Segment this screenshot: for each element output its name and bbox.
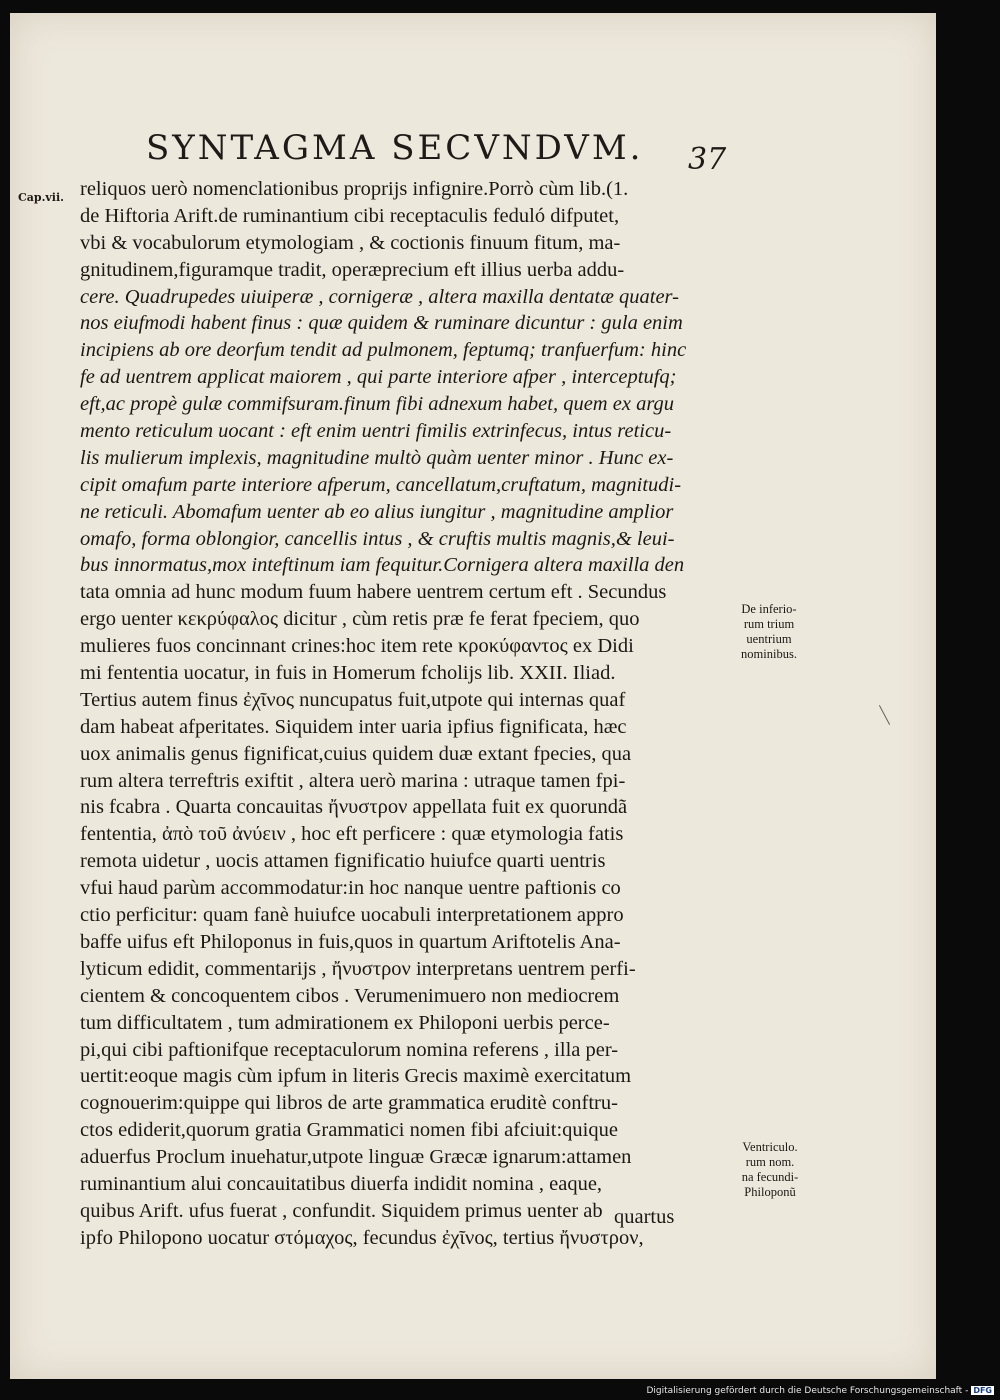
text-line: uertit:eoque magis cùm ipfum in literis Grecis maximè exercitatum <box>80 1065 632 1088</box>
text-line: ergo uenter κεκρύφαλος dicitur , cùm retis præ fe ferat fpeciem, quo <box>80 608 640 631</box>
margin-note-line: nominibus. <box>741 647 797 661</box>
text-line: uox animalis genus fignificat,cuius quidem duæ extant fpecies, qua <box>80 742 632 765</box>
text-line: quibus Arift. ufus fuerat , confundit. Siquidem primus uenter ab <box>80 1199 603 1222</box>
text-line: lis mulierum implexis, magnitudine multò quàm uenter minor . Hunc ex- <box>80 446 674 469</box>
text-line: remota uidetur , uocis attamen fignificatio huiufce quarti uentris <box>80 850 606 873</box>
margin-note-line: Philoponũ <box>744 1185 796 1199</box>
text-line: cientem & concoquentem cibos . Verumenimuero non mediocrem <box>80 984 620 1007</box>
text-line: ne reticuli. Abomafum uenter ab eo alius iungitur , magnitudine amplior <box>80 500 674 523</box>
running-header: SYNTAGMA SECVNDVM. <box>146 128 644 168</box>
catch-word: quartus <box>614 1206 675 1228</box>
text-line: baffe uifus eft Philoponus in fuis,quos in quartum Ariftotelis Ana- <box>80 930 621 953</box>
text-line: incipiens ab ore deorfum tendit ad pulmonem, feptumq; tranfuerfum: hinc <box>80 339 687 362</box>
text-line: gnitudinem,figuramque tradit, operæprecium eft illius uerba addu- <box>80 258 625 281</box>
text-line: omafo, forma oblongior, cancellis intus , & cruftis multis magnis,& leui- <box>80 527 675 550</box>
text-line: cognouerim:quippe qui libros de arte grammatica eruditè conftru- <box>80 1092 618 1115</box>
dfg-logo-icon: DFG <box>973 1386 992 1395</box>
text-line: bus innormatus,mox inteftinum iam fequitur.Cornigera altera maxilla den <box>80 554 685 577</box>
page-number: 37 <box>688 142 727 177</box>
margin-note-line: rum trium <box>743 617 795 631</box>
text-line: ctos ediderit,quorum gratia Grammatici nomen fibi afciuit:quique <box>80 1119 618 1142</box>
text-line: fe ad uentrem applicat maiorem , qui parte interiore afper , interceptufq; <box>80 366 677 389</box>
text-line: dam habeat afperitates. Siquidem inter uaria ipfius fignificata, hæc <box>80 715 627 738</box>
text-line: nos eiufmodi habent finus : quæ quidem & ruminare dicuntur : gula enim <box>80 312 683 335</box>
text-line: aduerfus Proclum inuehatur,utpote linguæ Græcæ ignarum:attamen <box>80 1146 632 1169</box>
text-line: de Hiftoria Arift.de ruminantium cibi receptaculis feduló difputet, <box>80 204 620 227</box>
margin-note-line: rum nom. <box>745 1155 795 1169</box>
text-line: ruminantium alui concauitatibus diuerfa indidit nomina , eaque, <box>80 1172 603 1195</box>
text-line: mulieres fuos concinnant crines:hoc item rete κροκύφαντος ex Didi <box>80 635 634 658</box>
text-line: ctio perficitur: quam fanè huiufce uocabuli interpretationem appro <box>80 904 624 927</box>
margin-note-line: uentrium <box>746 632 792 646</box>
text-line: Tertius autem finus ἐχῖνος nuncupatus fuit,utpote qui internas quaf <box>80 688 626 711</box>
text-line: tata omnia ad hunc modum fuum habere uentrem certum eft . Secundus <box>80 581 667 604</box>
text-line: pi,qui cibi paftionifque receptaculorum nomina referens , illa per- <box>80 1038 619 1061</box>
text-line: mi fententia uocatur, in fuis in Homerum fcholijs lib. XXII. Iliad. <box>80 662 616 685</box>
text-line: ipfo Philopono uocatur στόμαχος, fecundus ἐχῖνος, tertius ἤνυστρον, <box>80 1226 644 1249</box>
margin-note-line: De inferio- <box>741 602 797 616</box>
text-line: reliquos uerò nomenclationibus proprijs infignire.Porrò cùm lib.(1. <box>80 178 629 200</box>
digitization-credit <box>646 1386 994 1396</box>
text-line: rum altera terreftris exiftit , altera uerò marina : utraque tamen fpi- <box>80 769 626 792</box>
credit-text: Digitalisierung gefördert durch die Deutsche Forschungsgemeinschaft - <box>646 1386 969 1396</box>
text-line: vbi & vocabulorum etymologiam , & coctionis finuum fitum, ma- <box>80 231 621 254</box>
text-line: cipit omafum parte interiore afperum, cancellatum,cruftatum, magnitudi- <box>80 473 682 496</box>
text-line: nis fcabra . Quarta concauitas ἤνυστρον appellata fuit ex quorundã <box>80 796 628 819</box>
body-text <box>80 176 720 1252</box>
text-line: fententia, ἀπὸ τοῦ ἀνύειν , hoc eft perficere : quæ etymologia fatis <box>80 823 624 846</box>
text-line: tum difficultatem , tum admirationem ex Philoponi uerbis perce- <box>80 1011 610 1034</box>
margin-note-inferiorum <box>728 602 810 662</box>
margin-note-line: na fecundi- <box>741 1170 799 1184</box>
margin-note-philoponum <box>728 1140 812 1200</box>
margin-note-line: Ventriculo. <box>742 1140 798 1154</box>
text-line: vfui haud parùm accommodatur:in hoc nanque uentre paftionis co <box>80 877 621 900</box>
text-line: lyticum edidit, commentarijs , ἤνυστρον interpretans uentrem perfi- <box>80 957 636 980</box>
text-line: cere. Quadrupedes uiuiperæ , cornigeræ , altera maxilla dentatæ quater- <box>80 285 679 308</box>
text-line: mento reticulum uocant : eft enim uentri fimilis extrinfecus, intus reticu- <box>80 420 672 443</box>
text-line: eft,ac propè gulæ commifsuram.finum fibi adnexum habet, quem ex argu <box>80 393 675 416</box>
chapter-mark: Cap.vii. <box>18 191 64 204</box>
